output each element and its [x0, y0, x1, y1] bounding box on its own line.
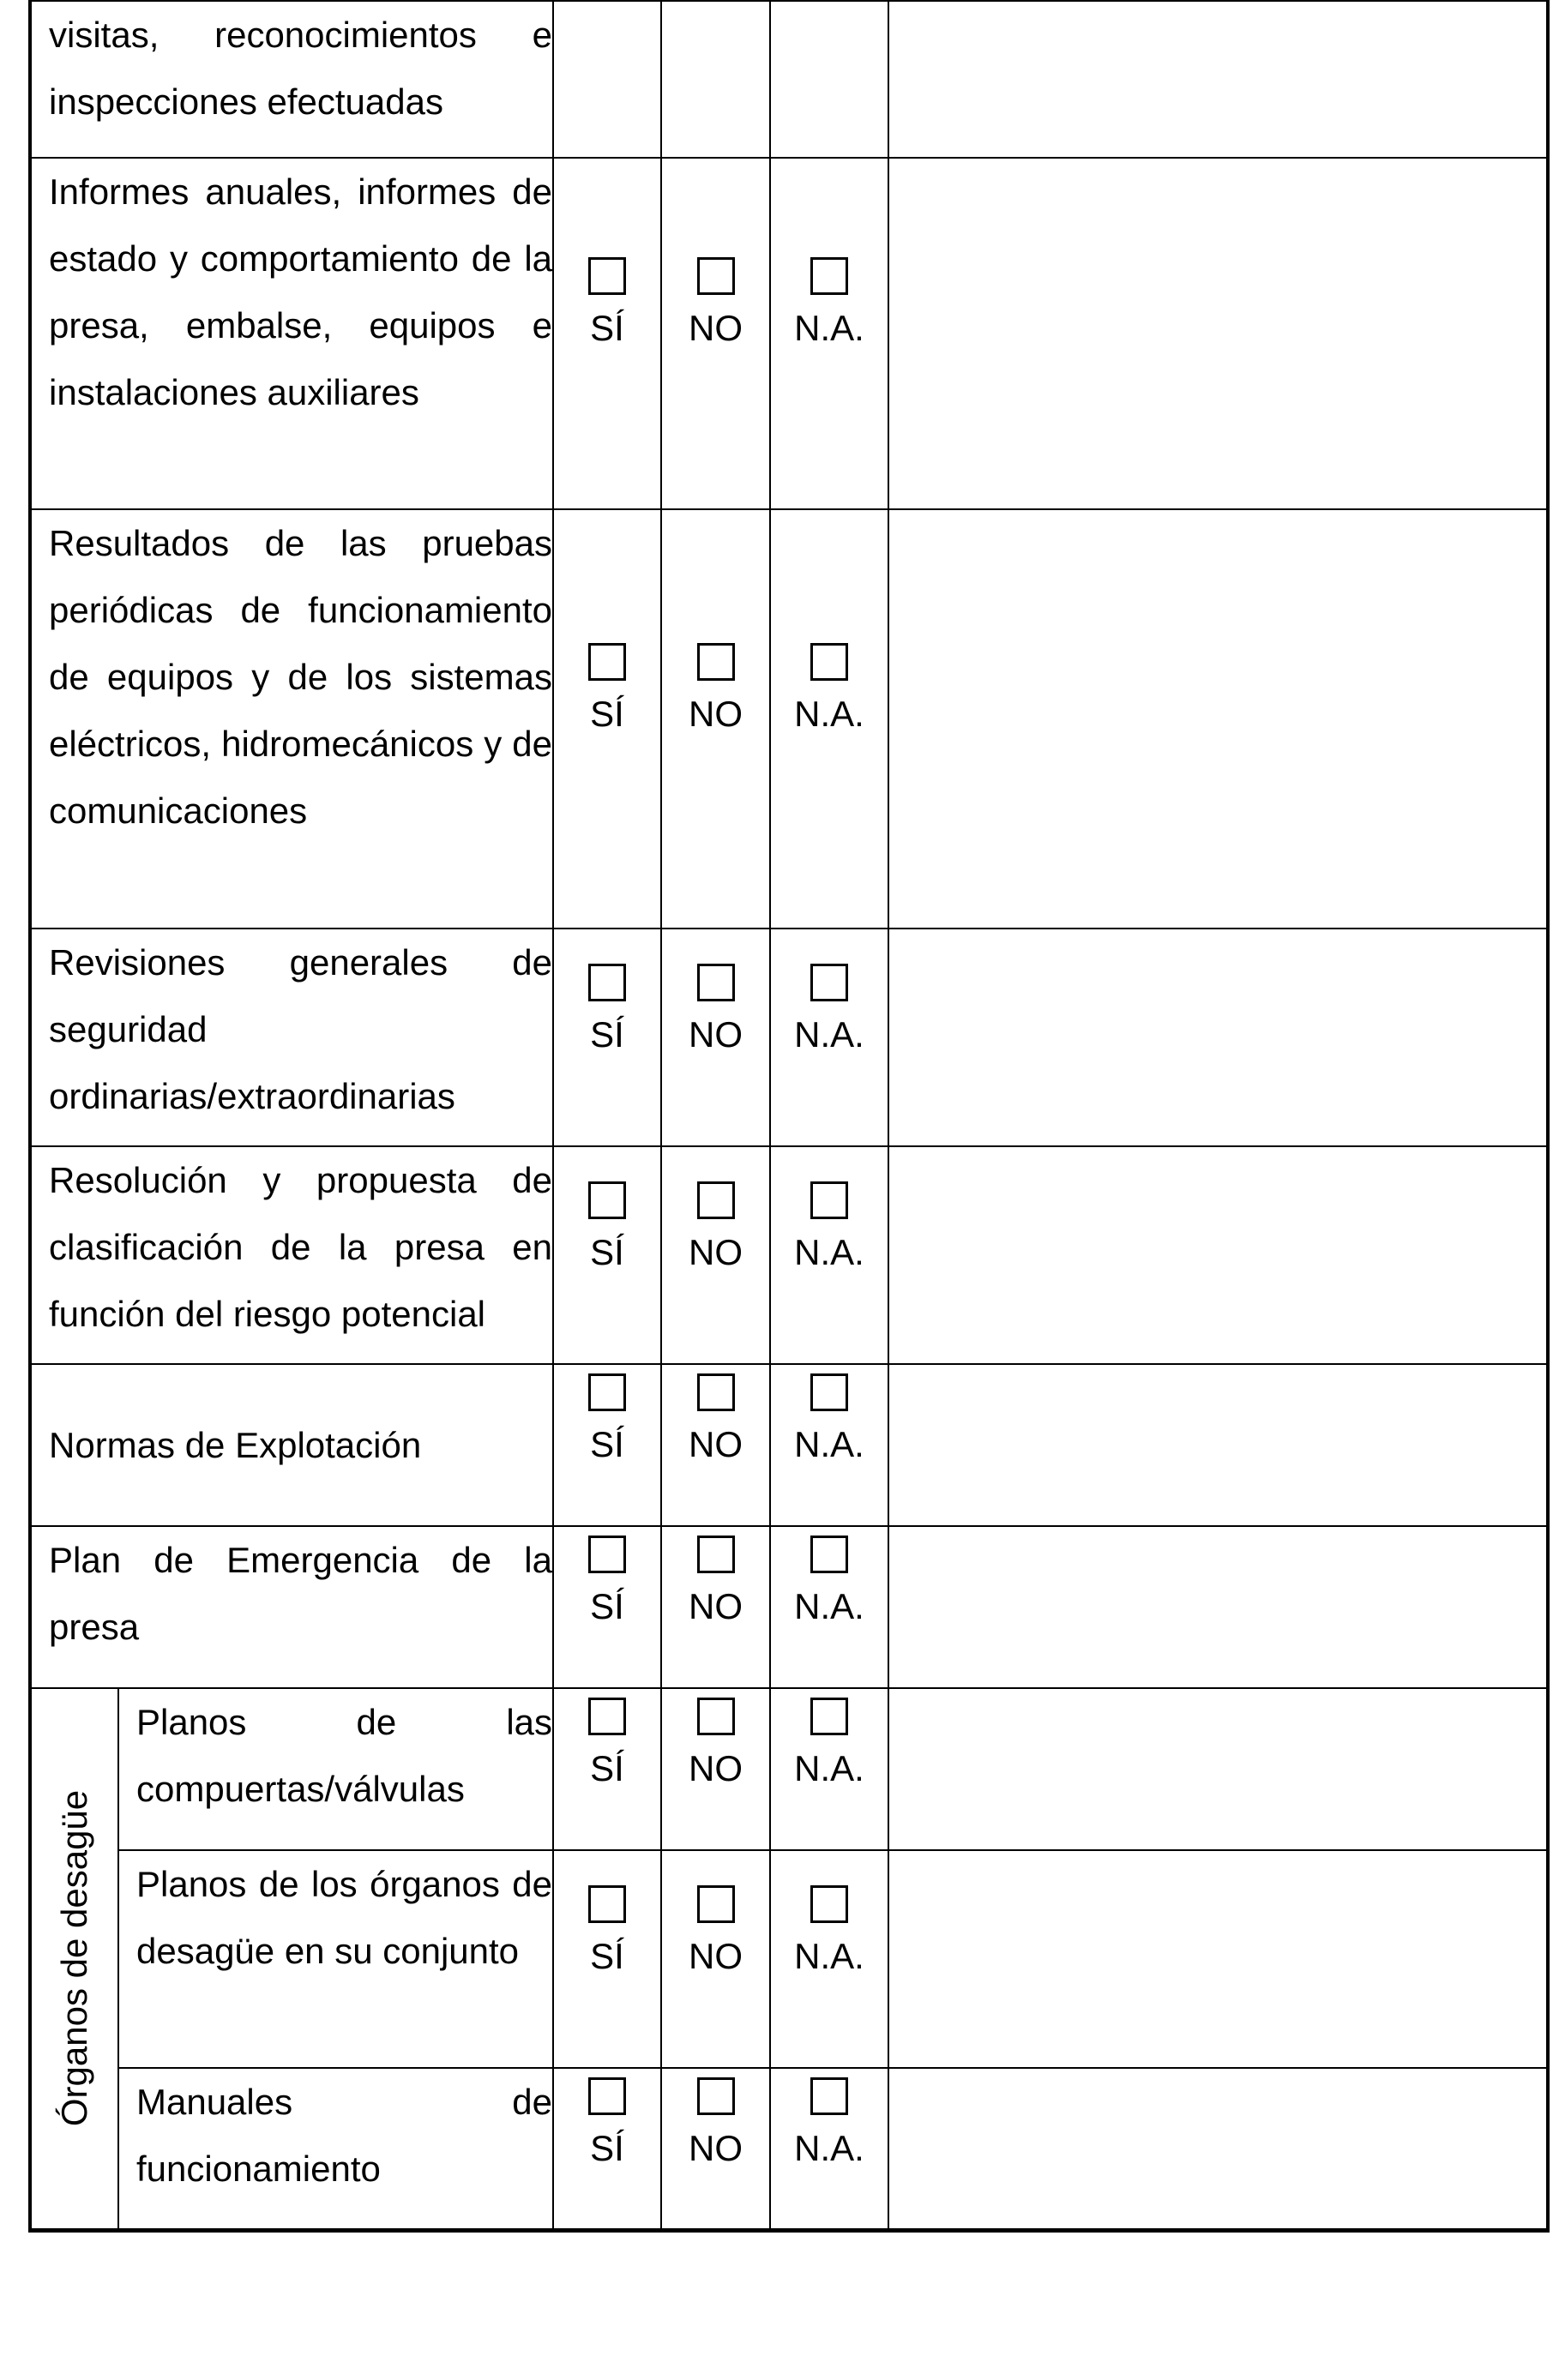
table-row [30, 1364, 1548, 1526]
no-label: NO [689, 2128, 743, 2168]
no-checkbox[interactable] [697, 643, 735, 681]
row-label: Informes anuales, informes de estado y comportamiento de la presa, embalse, equipos e instalaciones auxiliares [30, 158, 553, 509]
comment-cell[interactable] [888, 158, 1548, 509]
option-cell-yes [553, 1526, 661, 1688]
yes-checkbox[interactable] [588, 2077, 626, 2115]
comment-cell[interactable] [888, 1364, 1548, 1526]
na-label: N.A. [794, 1014, 864, 1055]
option-cell-na [770, 1146, 888, 1364]
no-checkbox[interactable] [697, 1373, 735, 1411]
table-row [30, 1850, 1548, 2068]
row-label: Plan de Emergencia de la presa [30, 1526, 553, 1688]
yes-label: SÍ [590, 2128, 624, 2168]
comment-cell[interactable] [888, 2068, 1548, 2230]
option-cell-na [770, 509, 888, 929]
na-checkbox[interactable] [810, 1181, 848, 1219]
option-cell-yes [553, 1146, 661, 1364]
option-cell-no [661, 2068, 770, 2230]
table-row [30, 1, 1548, 158]
row-label: Resolución y propuesta de clasificación de la presa en función del riesgo potencial [30, 1146, 553, 1364]
yes-label: SÍ [590, 1014, 624, 1055]
na-label: N.A. [794, 2128, 864, 2168]
option-cell-no [661, 1688, 770, 1850]
no-label: NO [689, 308, 743, 348]
no-checkbox[interactable] [697, 1181, 735, 1219]
na-checkbox[interactable] [810, 257, 848, 295]
no-checkbox[interactable] [697, 257, 735, 295]
row-label: Resultados de las pruebas periódicas de funcionamiento de equipos y de los sistemas eléctricos, hidromecánicos y de comunicaciones [30, 509, 553, 929]
na-label: N.A. [794, 1748, 864, 1788]
option-cell-yes [553, 1, 661, 158]
option-cell-na [770, 1850, 888, 2068]
yes-checkbox[interactable] [588, 964, 626, 1001]
na-checkbox[interactable] [810, 1536, 848, 1573]
row-label: Manuales de funcionamiento [118, 2068, 553, 2230]
no-checkbox[interactable] [697, 964, 735, 1001]
row-label: Normas de Explotación [30, 1364, 553, 1526]
table-row [30, 929, 1548, 1146]
option-cell-na [770, 1364, 888, 1526]
group-label: Órganos de desagüe [54, 1790, 94, 2127]
comment-cell[interactable] [888, 1526, 1548, 1688]
yes-checkbox[interactable] [588, 1536, 626, 1573]
no-label: NO [689, 1014, 743, 1055]
no-checkbox[interactable] [697, 1536, 735, 1573]
group-cell [30, 1688, 118, 2230]
yes-checkbox[interactable] [588, 1373, 626, 1411]
comment-cell[interactable] [888, 1146, 1548, 1364]
table-row [30, 158, 1548, 509]
na-checkbox[interactable] [810, 1885, 848, 1923]
row-label: Revisiones generales de seguridad ordinarias/extraordinarias [30, 929, 553, 1146]
row-label: Planos de los órganos de desagüe en su conjunto [118, 1850, 553, 2068]
inspection-checklist-table [28, 0, 1550, 2233]
option-cell-yes [553, 2068, 661, 2230]
na-label: N.A. [794, 1232, 864, 1272]
option-cell-no [661, 1526, 770, 1688]
yes-label: SÍ [590, 1936, 624, 1976]
row-label: visitas, reconocimientos e inspecciones efectuadas [30, 1, 553, 158]
yes-label: SÍ [590, 1586, 624, 1626]
na-label: N.A. [794, 694, 864, 734]
table-row [30, 509, 1548, 929]
no-label: NO [689, 1586, 743, 1626]
yes-checkbox[interactable] [588, 643, 626, 681]
table-row [30, 2068, 1548, 2230]
comment-cell[interactable] [888, 1, 1548, 158]
yes-label: SÍ [590, 694, 624, 734]
option-cell-no [661, 929, 770, 1146]
na-label: N.A. [794, 308, 864, 348]
option-cell-yes [553, 158, 661, 509]
na-checkbox[interactable] [810, 964, 848, 1001]
table-row [30, 1688, 1548, 1850]
no-label: NO [689, 1232, 743, 1272]
na-checkbox[interactable] [810, 1698, 848, 1735]
yes-checkbox[interactable] [588, 257, 626, 295]
no-checkbox[interactable] [697, 1885, 735, 1923]
option-cell-no [661, 1850, 770, 2068]
yes-label: SÍ [590, 308, 624, 348]
option-cell-no [661, 509, 770, 929]
na-checkbox[interactable] [810, 643, 848, 681]
yes-label: SÍ [590, 1232, 624, 1272]
option-cell-no [661, 1, 770, 158]
yes-label: SÍ [590, 1748, 624, 1788]
option-cell-yes [553, 1850, 661, 2068]
table-row [30, 1526, 1548, 1688]
option-cell-na [770, 1688, 888, 1850]
no-label: NO [689, 694, 743, 734]
option-cell-na [770, 158, 888, 509]
no-label: NO [689, 1424, 743, 1464]
no-checkbox[interactable] [697, 2077, 735, 2115]
na-label: N.A. [794, 1936, 864, 1976]
option-cell-na [770, 1526, 888, 1688]
na-checkbox[interactable] [810, 1373, 848, 1411]
option-cell-no [661, 1146, 770, 1364]
comment-cell[interactable] [888, 929, 1548, 1146]
option-cell-no [661, 158, 770, 509]
comment-cell[interactable] [888, 509, 1548, 929]
yes-checkbox[interactable] [588, 1698, 626, 1735]
na-label: N.A. [794, 1586, 864, 1626]
option-cell-yes [553, 1688, 661, 1850]
option-cell-no [661, 1364, 770, 1526]
yes-label: SÍ [590, 1424, 624, 1464]
comment-cell[interactable] [888, 1850, 1548, 2068]
no-checkbox[interactable] [697, 1698, 735, 1735]
yes-checkbox[interactable] [588, 1181, 626, 1219]
option-cell-yes [553, 509, 661, 929]
no-label: NO [689, 1936, 743, 1976]
comment-cell[interactable] [888, 1688, 1548, 1850]
option-cell-na [770, 1, 888, 158]
yes-checkbox[interactable] [588, 1885, 626, 1923]
row-label: Planos de las compuertas/válvulas [118, 1688, 553, 1850]
table-row [30, 1146, 1548, 1364]
na-checkbox[interactable] [810, 2077, 848, 2115]
option-cell-na [770, 2068, 888, 2230]
option-cell-na [770, 929, 888, 1146]
na-label: N.A. [794, 1424, 864, 1464]
option-cell-yes [553, 929, 661, 1146]
option-cell-yes [553, 1364, 661, 1526]
no-label: NO [689, 1748, 743, 1788]
